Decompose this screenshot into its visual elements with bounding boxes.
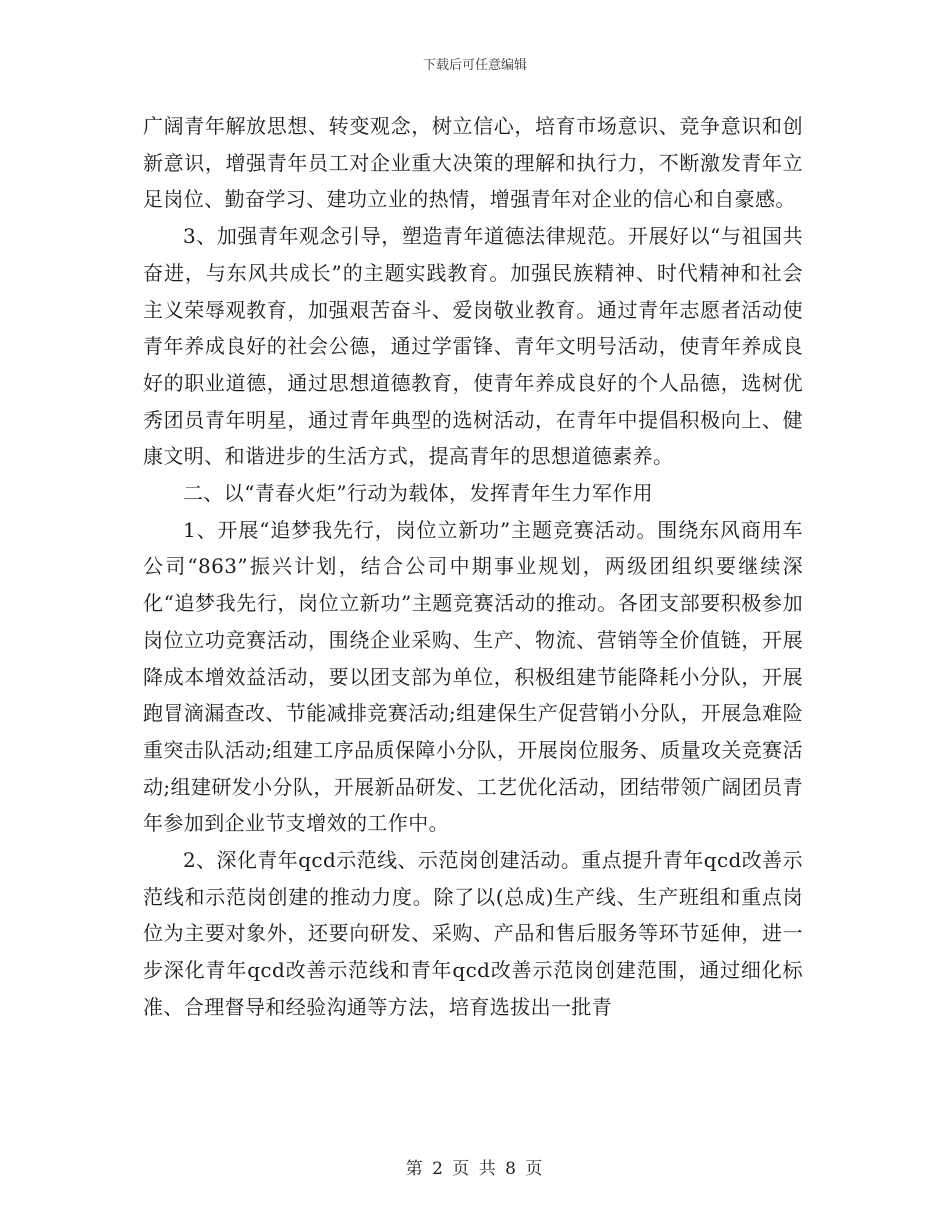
section-heading-2: 二、以“青春火炬”行动为载体，发挥青年生力军作用 [183,481,654,506]
page-footer: 第 2 页 共 8 页 [405,1159,545,1179]
paragraph-item-3: 3、加强青年观念引导，塑造青年道德法律规范。开展好以“与祖国共奋进，与东风共成长”的主题实践教育。加强民族精神、时代精神和社会主义荣辱观教育，加强艰苦奋斗、爱岗敬业教育。通过青年志愿者活动使青年养成良好的社会公德，通过学雷锋、青年文明号活动，使青年养成良好的职业道德，通过思想道德教育，使青年养成良好的个人品德，选树优秀团员青年明星，通过青年典型的选树活动，在青年中提倡积极向上、健康文明、和谐进步的生活方式，提高青年的思想道德素养。 [143,224,803,469]
paragraph-continuation: 广阔青年解放思想、转变观念，树立信心，培育市场意识、竞争意识和创新意识，增强青年员工对企业重大决策的理解和执行力，不断激发青年立足岗位、勤奋学习、建功立业的热情，增强青年对企业的信心和自豪感。 [143,114,803,212]
paragraph-item-2: 2、深化青年qcd示范线、示范岗创建活动。重点提升青年qcd改善示范线和示范岗创建的推动力度。除了以(总成)生产线、生产班组和重点岗位为主要对象外，还要向研发、采购、产品和售后服务等环节延伸，进一步深化青年qcd改善示范线和青年qcd改善示范岗创建范围，通过细化标准、合理督导和经验沟通等方法，培育选拔出一批青 [143,848,803,1019]
document-body [143,108,803,1026]
page-header: 下载后可任意编辑 [422,58,527,73]
paragraph-item-1: 1、开展“追梦我先行，岗位立新功”主题竞赛活动。围绕东风商用车公司“863”振兴计划，结合公司中期事业规划，两级团组织要继续深化“追梦我先行，岗位立新功”主题竞赛活动的推动。各团支部要积极参加岗位立功竞赛活动，围绕企业采购、生产、物流、营销等全价值链，开展降成本增效益活动，要以团支部为单位，积极组建节能降耗小分队，开展跑冒滴漏查改、节能减排竞赛活动;组建保生产促营销小分队，开展急难险重突击队活动;组建工序品质保障小分队，开展岗位服务、质量攻关竞赛活动;组建研发小分队，开展新品研发、工艺优化活动，团结带领广阔团员青年参加到企业节支增效的工作中。 [143,517,803,836]
